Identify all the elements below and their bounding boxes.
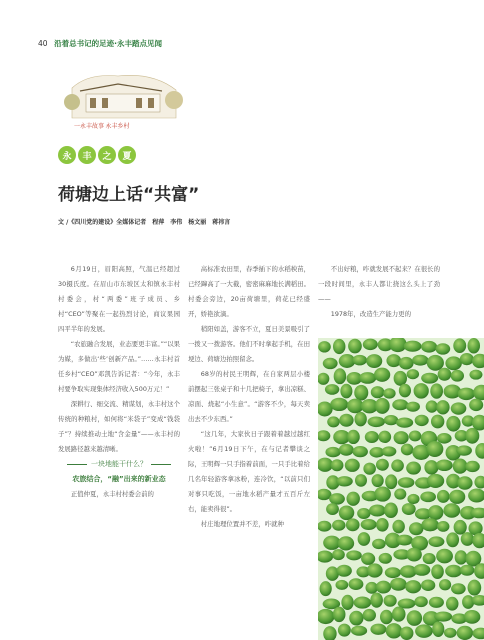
lotus-leaf	[383, 388, 395, 398]
lotus-leaf	[372, 474, 384, 487]
lotus-leaf	[392, 606, 406, 621]
page-number: 40	[38, 39, 48, 48]
lotus-leaf	[428, 536, 444, 547]
lotus-leaf	[421, 373, 438, 384]
lotus-leaf	[430, 383, 443, 398]
lotus-leaf	[341, 595, 353, 610]
lotus-leaf	[394, 488, 406, 499]
lotus-leaf	[339, 444, 354, 456]
lotus-leaf	[468, 338, 480, 354]
article-column-2	[188, 262, 310, 532]
lotus-leaf	[352, 355, 367, 366]
lotus-leaf	[361, 553, 375, 565]
lotus-leaf	[371, 386, 385, 398]
lotus-leaf	[346, 492, 359, 506]
lotus-leaf	[394, 431, 409, 444]
paragraph: 村庄地理位置并不差，咋就种	[200, 520, 284, 528]
lotus-leaf	[465, 428, 479, 444]
paragraph: 深耕行、细交流、精谋划，永丰村这个传统的种粮村，如何将“米袋子”变成“钱袋子”？持续推动土地“含金量”——永丰村的发展路径越来越清晰。	[58, 400, 180, 453]
lotus-leaf	[409, 430, 422, 441]
lotus-leaf	[451, 583, 466, 594]
lotus-leaf	[396, 418, 413, 428]
lotus-leaf	[432, 621, 444, 637]
lotus-leaf	[407, 369, 419, 379]
lotus-leaf	[406, 548, 421, 562]
lotus-leaf	[376, 581, 391, 594]
lotus-leaf	[454, 520, 467, 535]
lotus-leaf	[392, 520, 404, 534]
badge-char-3: 之	[98, 146, 116, 164]
lotus-leaf	[453, 459, 468, 474]
lotus-leaf	[402, 503, 416, 515]
lotus-leaf	[380, 610, 393, 625]
lotus-leaf	[363, 609, 376, 622]
badge-char-4: 夏	[118, 146, 136, 164]
lotus-leaf	[427, 355, 444, 371]
lotus-leaf	[436, 459, 453, 471]
lotus-leaf	[376, 518, 389, 532]
lotus-leaf	[374, 368, 390, 382]
lotus-leaf	[412, 355, 428, 366]
lotus-leaf	[353, 446, 368, 457]
lotus-leaf	[404, 341, 422, 352]
lotus-leaf	[332, 520, 345, 531]
lotus-leaf	[363, 339, 378, 350]
paragraph: 正值仲夏，永丰村村委会前的	[70, 490, 154, 498]
lotus-leaf	[323, 358, 338, 369]
lotus-leaf	[428, 505, 443, 520]
lotus-leaf	[355, 474, 367, 487]
lotus-leaf	[398, 477, 415, 488]
lotus-leaf	[385, 567, 401, 578]
lotus-leaf	[396, 535, 413, 546]
lotus-leaf	[336, 476, 353, 486]
lotus-leaf	[354, 597, 371, 609]
lotus-leaf	[392, 399, 408, 410]
lotus-leaf	[349, 611, 363, 626]
lotus-leaf	[346, 550, 362, 560]
lotus-leaf	[382, 446, 397, 456]
section-badge	[58, 146, 136, 164]
lotus-leaf	[354, 412, 366, 426]
lotus-leaf	[332, 549, 345, 560]
lotus-leaf	[431, 564, 444, 579]
badge-char-2: 丰	[78, 146, 96, 164]
lotus-leaf	[361, 519, 377, 530]
lotus-leaf	[386, 354, 401, 367]
lotus-leaf	[436, 343, 451, 354]
paragraph: “这几年，大家伙日子跟着着越过越红火啦！”6月19日下午，在与记者攀谈之际，王明辉一只手指着前面，一只手比着给几名年轻游客拿冰粉，连冷饮，“以前只们对事只吃饭，一亩地水稻产量才五百斤左右，能卖得很”。	[188, 430, 310, 513]
lotus-leaf	[358, 532, 371, 546]
lotus-leaf	[336, 580, 349, 590]
lotus-leaf	[365, 431, 379, 443]
lotus-leaf	[460, 565, 475, 576]
lotus-leaf	[333, 607, 346, 623]
lotus-leaf	[379, 553, 392, 564]
lotus-leaf	[334, 368, 347, 384]
lotus-leaf	[437, 521, 449, 532]
paragraph: 6月19日，眉阳高照，气温已经超过30摄氏度。在眉山市东坡区太和镇永丰村村委会，村“两委”班子成员、乡村“CEO”等聚在一起热烈讨论，商议果园四平半年的发展。	[58, 265, 180, 333]
lotus-leaf	[400, 626, 414, 640]
lotus-leaf	[446, 532, 459, 547]
article-column-1	[58, 262, 180, 502]
lotus-leaf	[409, 522, 423, 535]
article-byline: 文 /《四川党的建设》全媒体记者 程萍 李伟 杨文丽 蒋祎言	[58, 219, 231, 226]
article-title: 荷塘边上话“共富”	[58, 185, 200, 205]
lotus-leaf	[407, 494, 419, 504]
lotus-leaf	[445, 356, 461, 370]
lotus-leaf	[385, 474, 397, 489]
lotus-leaf	[320, 581, 332, 596]
section-title: 沿着总书记的足迹·永丰踏点见闻	[54, 39, 163, 48]
paragraph: 68岁的村民王明辉，在自家两层小楼前摆起三张桌子和十几把椅子，拿出凉糕、凉面、烧起“小生意”。“游客不少，每天卖出去不少东西。”	[188, 370, 310, 423]
lotus-leaf	[456, 445, 472, 455]
lotus-leaf	[436, 400, 449, 414]
lotus-leaf	[384, 502, 398, 518]
lotus-leaf	[414, 596, 427, 607]
lotus-leaf	[445, 565, 462, 578]
paragraph: 稍阳如盖，游客不立，夏日美景吸引了一拨又一拨游客。他们不时拿起手机，在田埂边、荷塘边拍照留念。	[188, 325, 310, 363]
lotus-leaf	[340, 384, 352, 399]
lotus-leaf	[446, 597, 459, 611]
lotus-leaf	[451, 370, 464, 382]
lotus-leaf	[437, 490, 450, 503]
lotus-leaf	[391, 459, 404, 471]
lotus-leaf	[420, 491, 436, 502]
lotus-leaf	[370, 592, 383, 607]
lotus-leaf	[331, 459, 344, 471]
lotus-leaf	[426, 441, 443, 457]
lotus-leaf	[414, 383, 429, 398]
lotus-leaf	[318, 341, 331, 352]
lotus-leaf	[347, 430, 360, 444]
lotus-leaf	[438, 368, 452, 381]
lotus-leaf	[368, 416, 385, 427]
lotus-leaf	[348, 339, 362, 354]
lotus-leaf	[326, 503, 339, 515]
lotus-leaf	[346, 518, 360, 531]
lotus-leaf	[399, 384, 411, 398]
lotus-leaf	[421, 518, 438, 531]
lotus-leaf	[384, 595, 397, 607]
lotus-leaf	[401, 444, 414, 456]
lotus-leaf	[446, 416, 460, 432]
lotus-leaf	[458, 388, 475, 400]
lotus-leaf	[333, 339, 345, 354]
lotus-leaf	[386, 623, 402, 638]
paragraph: 1978年，改造生产能力更的	[330, 310, 411, 318]
lotus-leaf	[372, 539, 386, 549]
hero-banner-text: 一永丰故事 永丰乡村	[74, 124, 130, 130]
lotus-leaf	[453, 338, 466, 353]
lotus-leaf	[460, 353, 474, 365]
lotus-leaf	[357, 508, 370, 519]
page-header	[38, 38, 162, 49]
lotus-leaf	[378, 431, 391, 443]
lotus-leaf	[366, 354, 382, 368]
lotus-leaf	[345, 459, 360, 472]
lotus-leaf	[436, 549, 453, 564]
lotus-leaf	[449, 490, 465, 504]
lotus-leaf	[394, 371, 407, 386]
lotus-leaf	[370, 624, 386, 635]
lotus-leaf	[375, 398, 390, 414]
lotus-leaf	[359, 372, 376, 384]
lotus-leaf	[354, 385, 368, 401]
lotus-leaf	[421, 579, 435, 591]
lotus-leaf	[329, 493, 345, 504]
lotus-leaf	[338, 536, 354, 550]
lotus-leaf	[424, 460, 438, 474]
lotus-leaf	[325, 384, 339, 395]
lotus-leaf	[351, 626, 367, 636]
subsection-kicker: 一块地能干什么？	[58, 457, 180, 472]
lotus-leaf	[464, 610, 481, 624]
lotus-leaf	[339, 414, 353, 427]
lotus-leaf	[427, 474, 444, 488]
lotus-leaf	[465, 461, 480, 472]
lotus-leaf	[367, 563, 383, 577]
lotus-leaf	[384, 415, 398, 425]
lotus-leaf	[457, 476, 472, 490]
lotus-leaf	[455, 550, 468, 564]
lotus-leaf	[374, 486, 390, 501]
hero-illustration	[58, 58, 188, 140]
paragraph: 不出好粮，咋就发展不起来？在很长的一段时间里，永丰人都让挠这么头上了劲——	[318, 265, 440, 303]
lotus-leaf	[399, 357, 414, 370]
lotus-leaf	[469, 370, 482, 380]
subsection-heading: 农旅结合，“融”出来的新业态	[72, 475, 166, 483]
lotus-leaf	[369, 504, 386, 516]
lotus-leaf	[457, 626, 474, 640]
lotus-leaf	[405, 580, 421, 593]
lotus-leaf	[327, 416, 340, 427]
lotus-leaf	[376, 459, 389, 471]
lotus-leaf	[469, 399, 483, 412]
lotus-leaf	[339, 505, 354, 520]
lotus-leaf	[444, 628, 457, 638]
lotus-leaf	[443, 503, 460, 518]
paragraph: 高标准农田里，春季插下的水稻秧苗，已经蹿高了一大截，密密麻麻地长满稻田。村委会旁边，20亩荷塘里，荷花已经盛开，娇艳欲滴。	[188, 265, 310, 318]
lotus-leaf	[406, 462, 421, 475]
lotus-leaf	[468, 580, 482, 596]
lotus-leaf	[407, 610, 422, 626]
lotus-leaf	[461, 532, 474, 546]
lotus-leaf	[423, 553, 436, 564]
lotus-leaf	[325, 447, 340, 457]
lotus-leaf	[338, 624, 351, 637]
lotus-leaf	[330, 398, 348, 411]
lotus-leaf	[434, 612, 452, 622]
lotus-leaf	[349, 578, 364, 590]
lotus-leaf	[415, 624, 433, 637]
lotus-leaf	[439, 579, 451, 590]
badge-char-1: 永	[58, 146, 76, 164]
lotus-leaf	[431, 415, 444, 429]
lotus-leaf	[406, 402, 420, 412]
lotus-leaf	[429, 597, 444, 608]
lotus-leaf	[413, 564, 430, 576]
lotus-leaf	[390, 578, 407, 591]
article-column-3	[318, 262, 440, 322]
lotus-leaf	[363, 463, 376, 475]
lotus-leaf	[336, 565, 351, 577]
lotus-leaf	[437, 433, 452, 444]
lotus-leaves-photo	[318, 338, 484, 640]
lotus-leaf	[451, 402, 467, 414]
lotus-leaf	[415, 415, 429, 426]
lotus-leaf	[426, 400, 438, 412]
paragraph: “农旅融合发展，业态要更丰富。”“以果为媒，多做出‘些’创新产品。”……永丰村首任乡村“CEO”邓凯告诉记者：“今年，永丰村要争取实现集体经济收入500万元！”	[58, 340, 180, 393]
lotus-leaf	[421, 341, 437, 353]
